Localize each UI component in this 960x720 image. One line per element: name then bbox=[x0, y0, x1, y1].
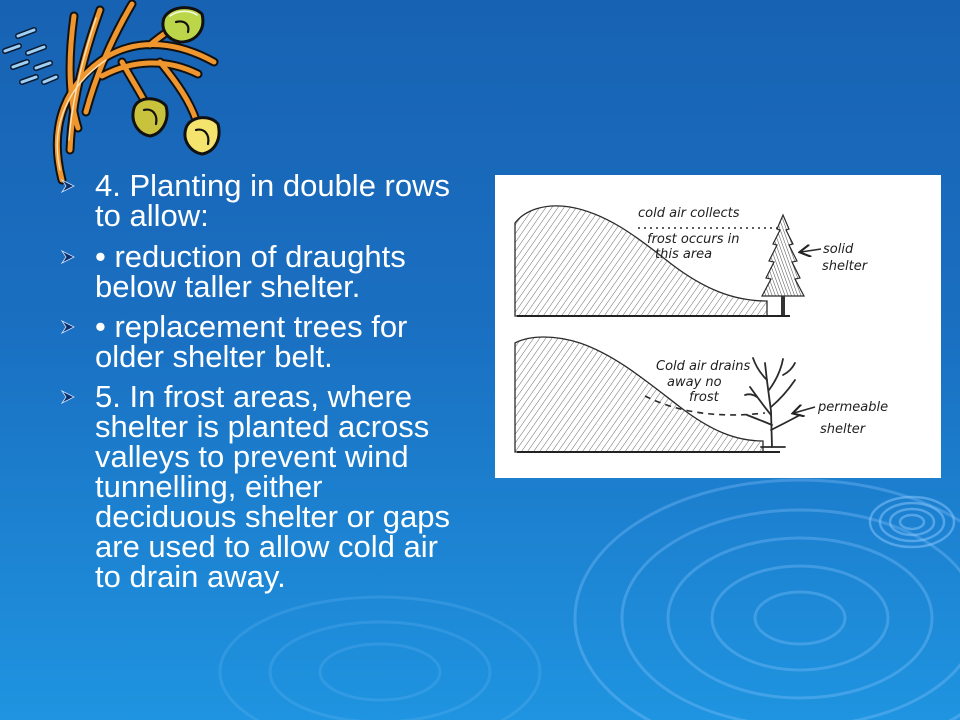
cold-air-label: Cold air drains bbox=[656, 359, 751, 374]
tree-trunk bbox=[781, 296, 785, 315]
shelter-label: shelter bbox=[822, 259, 868, 274]
permeable-shelter-tree bbox=[745, 358, 800, 447]
shelter-label: permeable bbox=[818, 400, 889, 415]
frost-label: frost occurs in bbox=[647, 232, 740, 247]
shelter-label: solid bbox=[823, 242, 854, 257]
bullet-line: are used to allow cold air bbox=[95, 529, 438, 564]
solid-shelter-tree bbox=[762, 215, 804, 296]
bullet-line: tunnelling, either bbox=[95, 469, 323, 504]
ripple-ring bbox=[320, 644, 440, 700]
bullet-line: • replacement trees for bbox=[95, 309, 408, 344]
arrow-bullet-icon bbox=[61, 179, 75, 193]
bullet-text bbox=[95, 309, 408, 374]
bullet-item-draughts bbox=[60, 239, 480, 304]
ripple-ring bbox=[668, 538, 932, 698]
arrow-bullet-icon bbox=[61, 320, 75, 334]
leaf-icon bbox=[185, 118, 219, 154]
bullet-item-replacement-trees bbox=[60, 309, 480, 374]
large-ripple bbox=[575, 480, 960, 720]
bullet-text bbox=[95, 379, 451, 594]
bullet-line: to allow: bbox=[95, 198, 209, 233]
ripple-ring bbox=[270, 622, 490, 720]
leaf-icon bbox=[133, 99, 167, 136]
ripple-ring bbox=[220, 597, 540, 720]
cold-air-label: away no bbox=[667, 375, 722, 390]
hill-slope bbox=[515, 337, 763, 452]
bullet-text bbox=[95, 239, 406, 304]
hill-slope bbox=[515, 206, 767, 316]
bullet-line: deciduous shelter or gaps bbox=[95, 499, 451, 534]
bullet-line: older shelter belt. bbox=[95, 339, 333, 374]
arrow-bullet-icon bbox=[61, 250, 75, 264]
bullet-text bbox=[95, 168, 451, 233]
bullet-line: 5. In frost areas, where bbox=[95, 379, 413, 414]
wind-lines-icon bbox=[5, 30, 56, 82]
ripple-ring bbox=[712, 566, 888, 670]
ripple-ring bbox=[755, 592, 845, 644]
bullet-line: to drain away. bbox=[95, 559, 286, 594]
bullet-line: valleys to prevent wind bbox=[95, 439, 409, 474]
bullet-line: • reduction of draughts bbox=[95, 239, 406, 274]
frost-label: this area bbox=[655, 247, 713, 262]
ripple-ring bbox=[900, 515, 924, 529]
leaf-icon bbox=[163, 8, 203, 42]
tree-branch-clipart bbox=[0, 0, 230, 190]
bullet-line: below taller shelter. bbox=[95, 269, 361, 304]
bullet-item-double-rows bbox=[60, 168, 480, 233]
permeable-shelter-sketch bbox=[515, 337, 888, 452]
arrow-bullet-icon bbox=[61, 390, 75, 404]
cold-air-label: frost bbox=[689, 390, 719, 405]
shelter-diagram-image bbox=[495, 175, 941, 478]
cold-air-label: cold air collects bbox=[638, 206, 740, 221]
pointer-arrow-icon bbox=[794, 407, 815, 413]
shelter-label: shelter bbox=[820, 422, 866, 437]
bullet-line: 4. Planting in double rows bbox=[95, 168, 451, 203]
bullet-item-frost-areas bbox=[60, 379, 480, 594]
faint-ripple bbox=[220, 597, 540, 720]
shelter-diagram-drawing bbox=[495, 175, 941, 478]
pointer-arrow-icon bbox=[801, 249, 821, 252]
solid-shelter-sketch bbox=[515, 206, 869, 316]
bullet-line: shelter is planted across bbox=[95, 409, 430, 444]
ripple-ring bbox=[890, 509, 934, 535]
